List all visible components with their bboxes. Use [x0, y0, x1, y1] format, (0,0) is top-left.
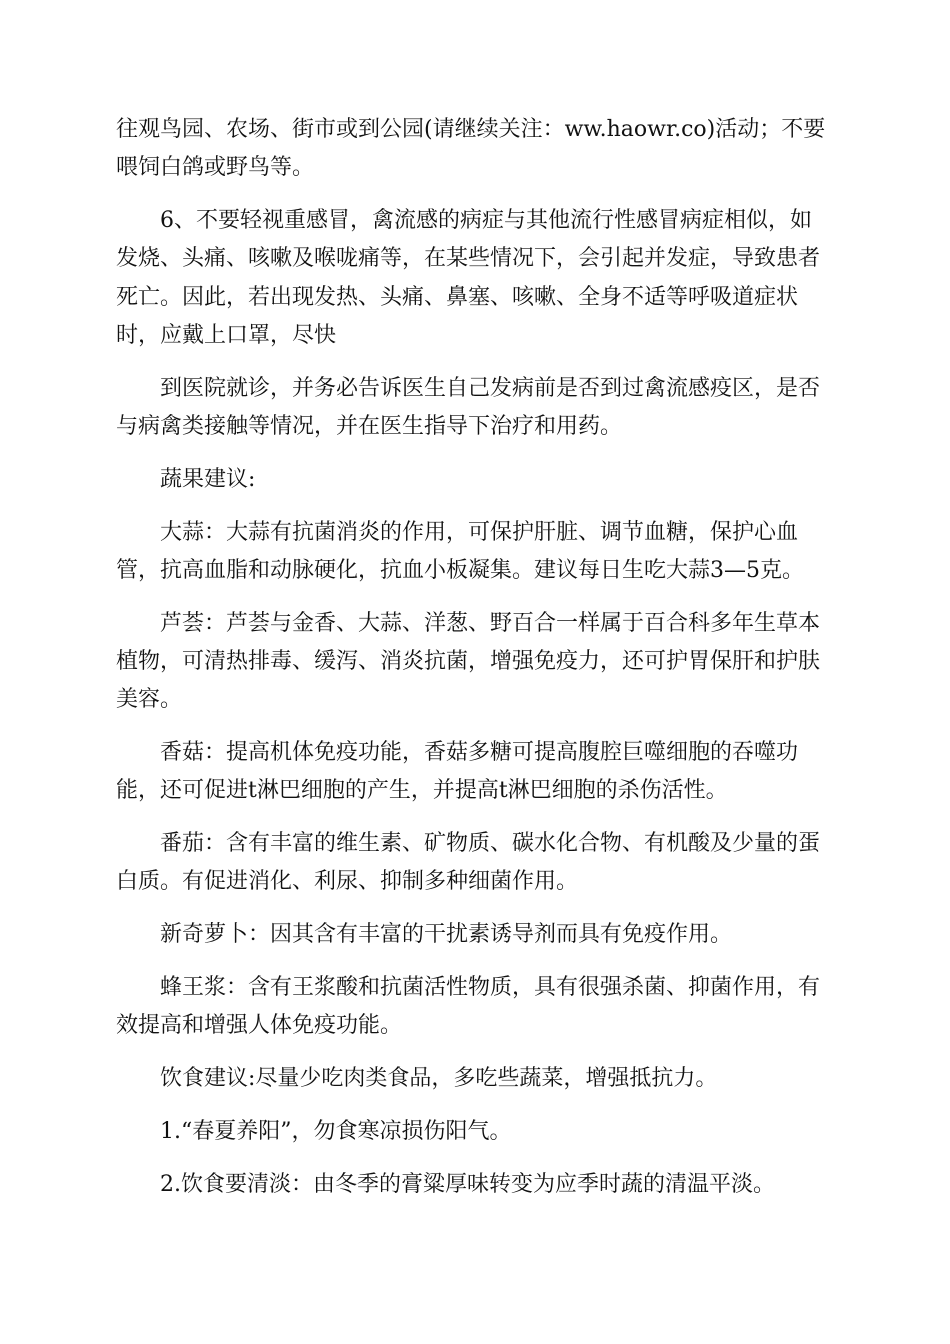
text-line: 蜂王浆：含有王浆酸和抗菌活性物质，具有很强杀菌、抑菌作用，有 [160, 975, 821, 1000]
list-item: 2.饮食要清淡：由冬季的膏粱厚味转变为应季时蔬的清温平淡。 [160, 1172, 775, 1197]
text-line: 到医院就诊，并务必告诉医生自己发病前是否到过禽流感疫区，是否 [160, 376, 821, 401]
text-line: 与病禽类接触等情况，并在医生指导下治疗和用药。 [116, 414, 623, 439]
text-line: 6、不要轻视重感冒，禽流感的病症与其他流行性感冒病症相似，如 [160, 208, 812, 233]
section-heading: 蔬果建议: [160, 467, 256, 492]
text-line: 管，抗高血脂和动脉硬化，抗血小板凝集。建议每日生吃大蒜3—5克。 [116, 558, 804, 583]
text-line: 死亡。因此，若出现发热、头痛、鼻塞、咳嗽、全身不适等呼吸道症状 [116, 285, 799, 310]
text-line: 芦荟：芦荟与金香、大蒜、洋葱、野百合一样属于百合科多年生草本 [160, 611, 821, 636]
text-line: 喂饲白鸽或野鸟等。 [116, 155, 315, 180]
text-line: 新奇萝卜：因其含有丰富的干扰素诱导剂而具有免疫作用。 [160, 922, 733, 947]
text-line: 能，还可促进t淋巴细胞的产生，并提高t淋巴细胞的杀伤活性。 [116, 778, 728, 803]
section-heading: 饮食建议:尽量少吃肉类食品，多吃些蔬菜，增强抵抗力。 [160, 1066, 718, 1091]
text-line: 香菇：提高机体免疫功能，香菇多糖可提高腹腔巨噬细胞的吞噬功 [160, 740, 799, 765]
text-line: 大蒜：大蒜有抗菌消炎的作用，可保护肝脏、调节血糖，保护心血 [160, 520, 799, 545]
text-line: 白质。有促进消化、利尿、抑制多种细菌作用。 [116, 869, 579, 894]
text-line: 番茄：含有丰富的维生素、矿物质、碳水化合物、有机酸及少量的蛋 [160, 831, 821, 856]
text-line: 时，应戴上口罩，尽快 [116, 323, 337, 348]
list-item: 1.“春夏养阳”，勿食寒凉损伤阳气。 [160, 1119, 512, 1144]
text-line: 植物，可清热排毒、缓泻、消炎抗菌，增强免疫力，还可护胃保肝和护肤 [116, 649, 821, 674]
text-line: 美容。 [116, 687, 183, 712]
text-line: 效提高和增强人体免疫功能。 [116, 1013, 403, 1038]
text-line: 发烧、头痛、咳嗽及喉咙痛等，在某些情况下，会引起并发症，导致患者 [116, 246, 821, 271]
text-line: 往观鸟园、农场、街市或到公园(请继续关注：ww.haowr.co)活动；不要 [116, 117, 826, 142]
